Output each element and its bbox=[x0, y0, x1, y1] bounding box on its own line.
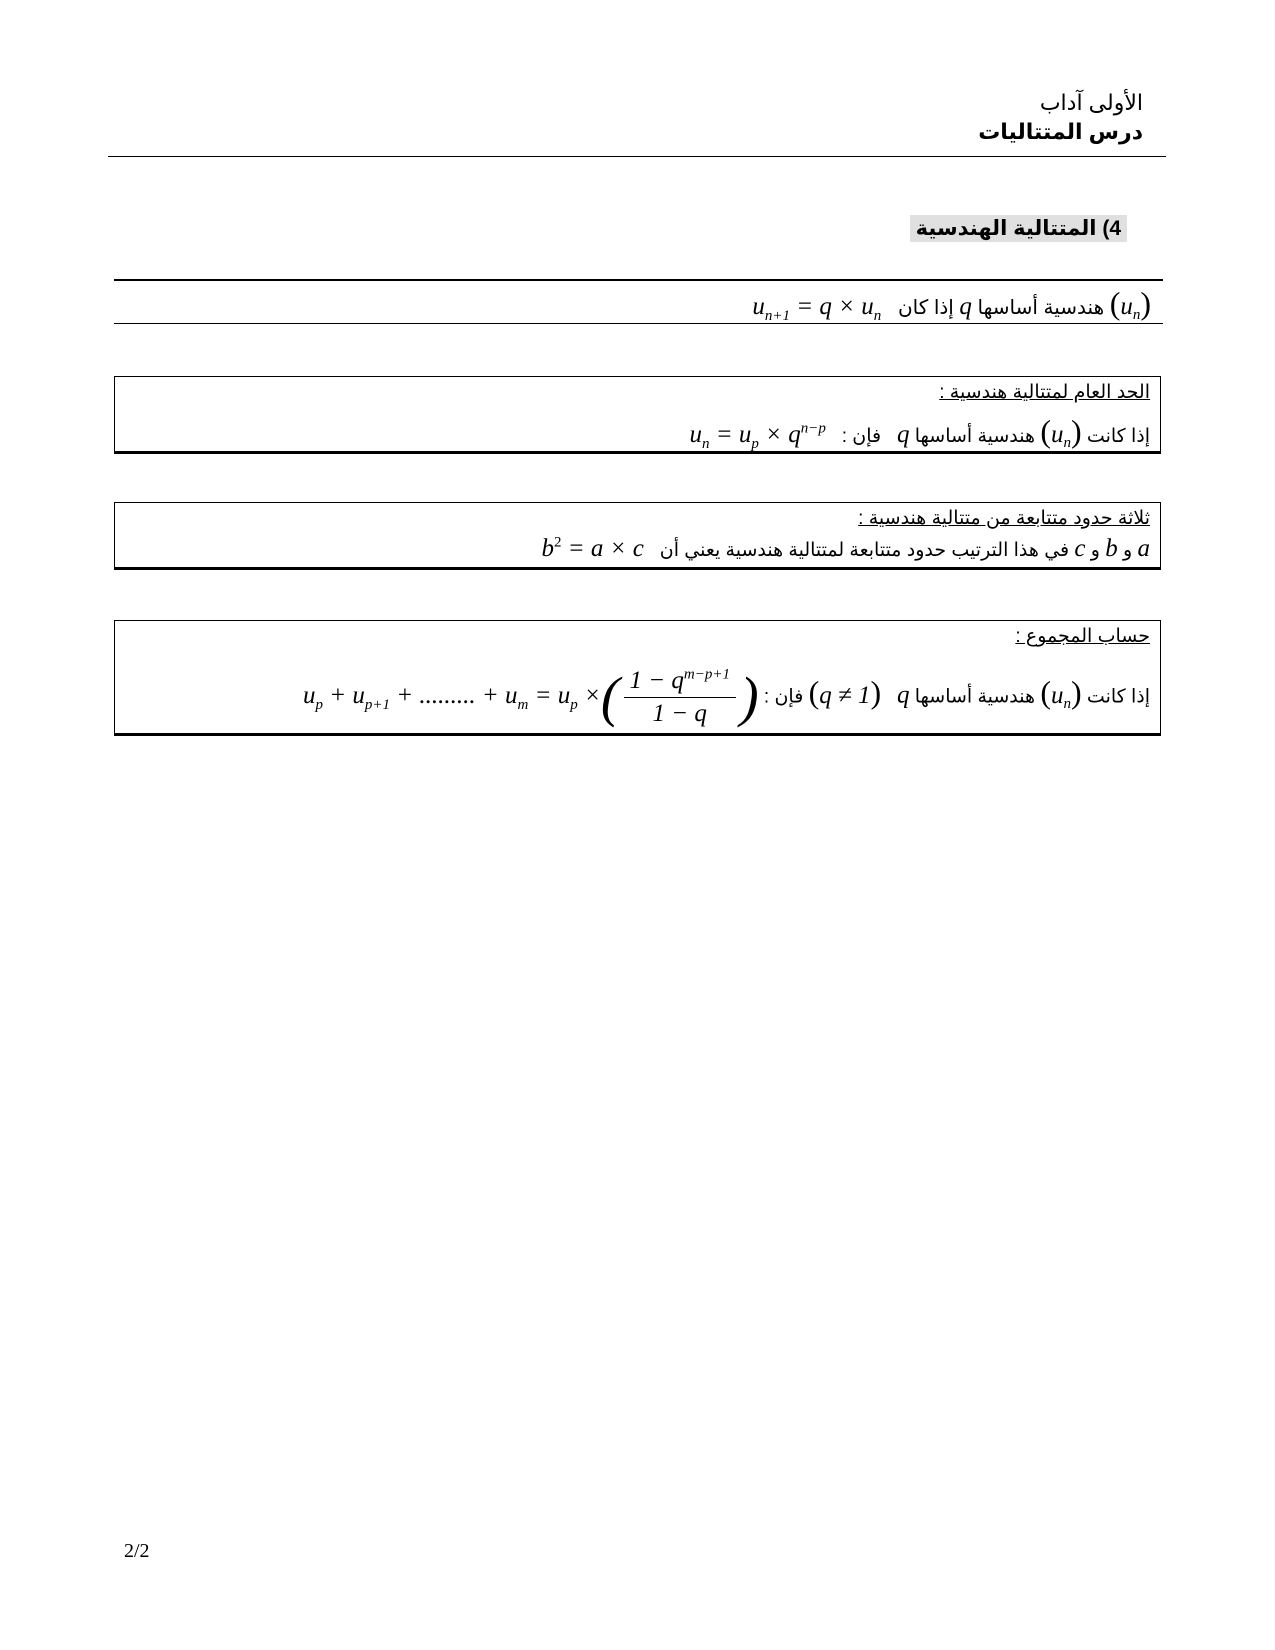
geometric-text: هندسية أساسها bbox=[914, 426, 1036, 447]
definition-text: هندسية أساسها bbox=[977, 297, 1105, 319]
general-term-title: الحد العام لمتتالية هندسية : bbox=[939, 382, 1150, 403]
lesson-title: درس المتتاليات bbox=[978, 119, 1143, 144]
recurrence-formula: $u_{n+1} = q \times u_n$ bbox=[752, 293, 882, 324]
three-terms-box bbox=[114, 502, 1161, 570]
term-a: a bbox=[1137, 535, 1150, 562]
and-text: و bbox=[1123, 540, 1133, 561]
then-text: فإن : bbox=[841, 426, 882, 447]
sequence-index: n bbox=[1132, 307, 1141, 323]
sequence-symbol: u bbox=[1120, 293, 1133, 320]
if-text: إذا كانت bbox=[1086, 686, 1150, 708]
term-c: c bbox=[1074, 535, 1086, 562]
ratio-condition: (q ≠ 1) bbox=[808, 673, 882, 710]
close-paren: ) bbox=[1109, 285, 1121, 321]
open-paren: ( bbox=[1140, 285, 1151, 321]
sum-title: حساب المجموع : bbox=[1015, 626, 1150, 647]
if-text: إذا كانت bbox=[1086, 426, 1150, 447]
then-text: فإن : bbox=[763, 686, 804, 708]
three-terms-formula: $b^2 = a \times c$ bbox=[541, 534, 644, 562]
sum-fraction: $\frac{1 - q^{m-p+1}}{1 - q}$ bbox=[624, 667, 736, 728]
three-terms-title: ثلاثة حدود متتابعة من متتالية هندسية : bbox=[858, 508, 1150, 529]
general-term-formula: $u_n = u_p \times q^{n-p}$ bbox=[689, 420, 826, 452]
general-term-line bbox=[690, 413, 1151, 450]
header-divider bbox=[108, 156, 1166, 157]
ratio-symbol: q bbox=[959, 293, 972, 320]
general-term-box bbox=[114, 376, 1161, 454]
sequence-notation: $(u_n)$ bbox=[1040, 673, 1082, 712]
section-title: 4) المتتالية الهندسية bbox=[910, 215, 1127, 242]
sum-formula: $u_p + u_{p+1}$ + ......... + $u_m = u_p$ ×( $\frac{1 - q^{m-p+1}}{1 - q}$ ) bbox=[303, 666, 759, 728]
page-number: 2/2 bbox=[124, 1540, 150, 1562]
ratio-symbol: q bbox=[896, 681, 910, 709]
sequence-notation: $(u_n)$ bbox=[1040, 413, 1082, 451]
term-b: b bbox=[1105, 535, 1118, 562]
three-terms-line bbox=[542, 535, 1150, 563]
three-terms-text: في هذا الترتيب حدود متتابعة لمتتالية هندسية يعني أن bbox=[659, 540, 1070, 561]
and-text: و bbox=[1090, 540, 1100, 561]
sum-line bbox=[303, 665, 1150, 729]
ratio-symbol: q bbox=[896, 421, 910, 448]
geometric-text: هندسية أساسها bbox=[914, 686, 1036, 708]
if-text: إذا كان bbox=[897, 297, 954, 319]
class-level: الأولى آداب bbox=[1039, 90, 1143, 115]
sum-box bbox=[114, 620, 1161, 736]
definition-line bbox=[752, 285, 1151, 322]
definition-band bbox=[114, 279, 1163, 324]
